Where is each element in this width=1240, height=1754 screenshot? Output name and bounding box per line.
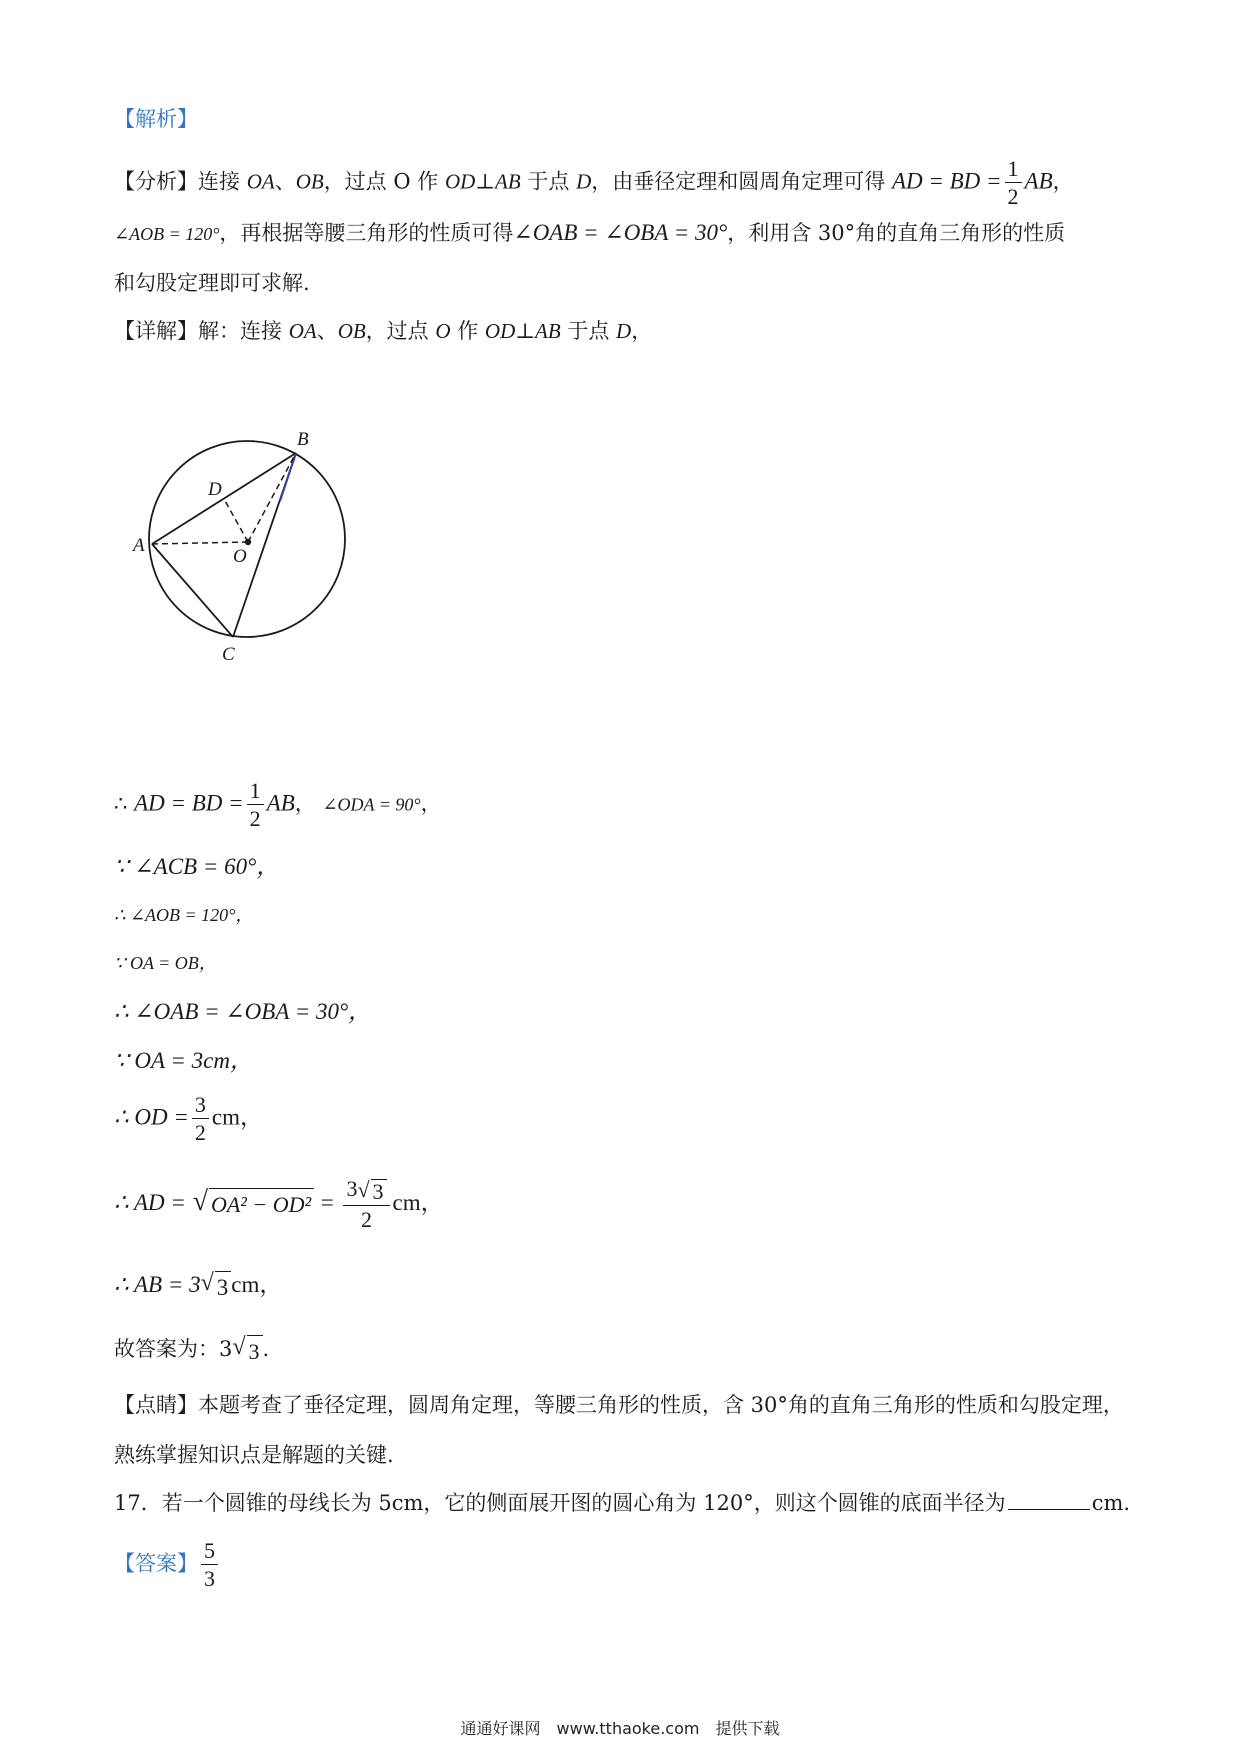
radical-sign: √ bbox=[192, 1186, 208, 1218]
math: ∠OAB = ∠OBA = 30° bbox=[513, 220, 728, 245]
numerator bbox=[343, 1178, 389, 1206]
circle-figure bbox=[125, 425, 365, 665]
text: cm， bbox=[231, 1272, 283, 1297]
numerator: 1 bbox=[1005, 158, 1022, 183]
square-root bbox=[201, 1271, 232, 1303]
footer-text: 通通好课网 www.tthaoke.com 提供下载 bbox=[460, 1719, 780, 1738]
center-dot bbox=[245, 539, 251, 545]
section-label: 【解析】 bbox=[114, 107, 198, 131]
segment-oa bbox=[152, 542, 248, 544]
text: 故答案为：3 bbox=[114, 1337, 233, 1361]
detail-tag: 【详解】 bbox=[114, 319, 198, 343]
comment-line-1 bbox=[114, 1390, 1124, 1420]
text: 解：连接 bbox=[198, 319, 282, 343]
fraction bbox=[247, 780, 264, 830]
answer-tag: 【答案】 bbox=[114, 1551, 198, 1576]
label-o: O bbox=[233, 546, 247, 567]
math: ∠ODA = 90° bbox=[322, 794, 421, 815]
math: AD = BD = bbox=[134, 790, 244, 816]
step-3 bbox=[114, 900, 253, 930]
text: = bbox=[320, 1189, 334, 1215]
square-root bbox=[357, 1176, 386, 1204]
analysis-line-1 bbox=[114, 158, 1074, 208]
math: ∴ OD = bbox=[114, 1104, 189, 1130]
radical-sign: √ bbox=[200, 1269, 214, 1296]
text: ，过点 bbox=[365, 319, 429, 343]
step-9 bbox=[114, 1270, 282, 1303]
text: ∴ bbox=[114, 791, 128, 816]
denominator: 2 bbox=[361, 1206, 372, 1232]
math: O bbox=[435, 319, 451, 343]
step-2 bbox=[114, 852, 279, 882]
step-6 bbox=[114, 1046, 253, 1076]
coefficient: 3 bbox=[346, 1176, 358, 1201]
label-a: A bbox=[133, 535, 145, 556]
denominator: 2 bbox=[194, 1120, 206, 1145]
math: OD⊥AB bbox=[444, 169, 521, 194]
text: ， bbox=[631, 319, 653, 343]
segment-od bbox=[224, 499, 248, 542]
math: ∴ ∠AOB = 120°， bbox=[114, 905, 254, 925]
square-root bbox=[193, 1188, 315, 1220]
text: 本题考查了垂径定理，圆周角定理，等腰三角形的性质，含 30°角的直角三角形的性质和勾股定理， bbox=[198, 1393, 1124, 1417]
detail-line bbox=[114, 316, 652, 346]
step-7 bbox=[114, 1094, 263, 1144]
radicand: 3 bbox=[215, 1271, 232, 1303]
text: 、 bbox=[274, 169, 296, 194]
answer-blank bbox=[1008, 1489, 1090, 1510]
math: D bbox=[576, 169, 592, 194]
math: AB bbox=[266, 790, 295, 816]
question-17 bbox=[114, 1488, 1130, 1518]
text: 连接 bbox=[198, 169, 240, 194]
math: OB bbox=[337, 319, 366, 343]
step-1 bbox=[114, 780, 442, 830]
math: ∠AOB = 120° bbox=[114, 224, 220, 244]
analysis-line-3 bbox=[114, 268, 310, 298]
math: OA bbox=[246, 169, 275, 194]
math: ∵ OA = 3cm， bbox=[114, 1048, 253, 1073]
fraction bbox=[192, 1094, 209, 1144]
text: ，利用含 30°角的直角三角形的性质 bbox=[727, 221, 1066, 245]
chord-ab bbox=[152, 453, 296, 544]
denominator: 2 bbox=[1007, 184, 1019, 209]
text: ， bbox=[294, 791, 316, 816]
question-text: 17．若一个圆锥的母线长为 5cm，它的侧面展开图的圆心角为 120°，则这个圆锥的底面半径为 bbox=[114, 1491, 1006, 1515]
answer-line bbox=[114, 1540, 221, 1590]
numerator: 1 bbox=[247, 780, 264, 805]
radical-sign: √ bbox=[357, 1176, 370, 1202]
math: D bbox=[616, 319, 632, 343]
text: 于点 bbox=[567, 319, 610, 343]
text: 作 bbox=[457, 319, 479, 343]
analysis-tag: 【分析】 bbox=[114, 169, 198, 194]
label-b: B bbox=[297, 429, 309, 450]
math: OB bbox=[295, 169, 324, 194]
answer-statement bbox=[114, 1334, 269, 1367]
radicand: OA² − OD² bbox=[209, 1188, 314, 1220]
segment-ob bbox=[248, 453, 296, 542]
text: ，由垂径定理和圆周角定理可得 bbox=[591, 169, 886, 194]
math: AB bbox=[1024, 168, 1053, 194]
text: cm， bbox=[392, 1189, 444, 1215]
text: ， bbox=[420, 791, 442, 816]
step-8 bbox=[114, 1178, 444, 1231]
analysis-line-2 bbox=[114, 218, 1065, 249]
math: AD = BD = bbox=[891, 168, 1002, 194]
numerator: 3 bbox=[192, 1094, 209, 1119]
step-5 bbox=[114, 997, 371, 1027]
radical-sign: √ bbox=[232, 1333, 246, 1360]
text: ，再根据等腰三角形的性质可得 bbox=[219, 221, 514, 245]
text: 于点 bbox=[527, 169, 570, 194]
square-root bbox=[232, 1335, 262, 1367]
math: ∴ AB = 3 bbox=[114, 1272, 201, 1297]
denominator: 2 bbox=[249, 806, 261, 831]
fraction bbox=[343, 1178, 389, 1231]
text: . bbox=[262, 1337, 270, 1361]
label-c: C bbox=[222, 644, 235, 665]
text: 熟练掌握知识点是解题的关键. bbox=[114, 1443, 394, 1467]
math: ∵ OA = OB， bbox=[114, 953, 217, 973]
text: cm， bbox=[211, 1104, 263, 1130]
radicand: 3 bbox=[371, 1179, 387, 1203]
comment-tag: 【点睛】 bbox=[114, 1393, 198, 1417]
text: ，过点 O 作 bbox=[323, 169, 439, 194]
fraction bbox=[201, 1540, 218, 1590]
label-d: D bbox=[208, 479, 222, 500]
fraction bbox=[1005, 158, 1022, 208]
step-4 bbox=[114, 948, 217, 978]
comment-line-2 bbox=[114, 1440, 394, 1470]
text: 和勾股定理即可求解. bbox=[114, 271, 310, 295]
section-heading bbox=[114, 104, 198, 134]
numerator: 5 bbox=[201, 1540, 218, 1565]
math: ∵ ∠ACB = 60°， bbox=[114, 854, 280, 879]
text: ， bbox=[1052, 169, 1074, 194]
math: OD⊥AB bbox=[484, 319, 561, 343]
math: ∴ AD = bbox=[114, 1189, 186, 1215]
math: ∴ ∠OAB = ∠OBA = 30°， bbox=[114, 999, 372, 1024]
text: cm. bbox=[1091, 1491, 1131, 1515]
text: 、 bbox=[316, 319, 338, 343]
footer bbox=[0, 1716, 1240, 1739]
math: OA bbox=[288, 319, 317, 343]
radicand: 3 bbox=[247, 1335, 263, 1367]
denominator: 3 bbox=[204, 1566, 215, 1591]
